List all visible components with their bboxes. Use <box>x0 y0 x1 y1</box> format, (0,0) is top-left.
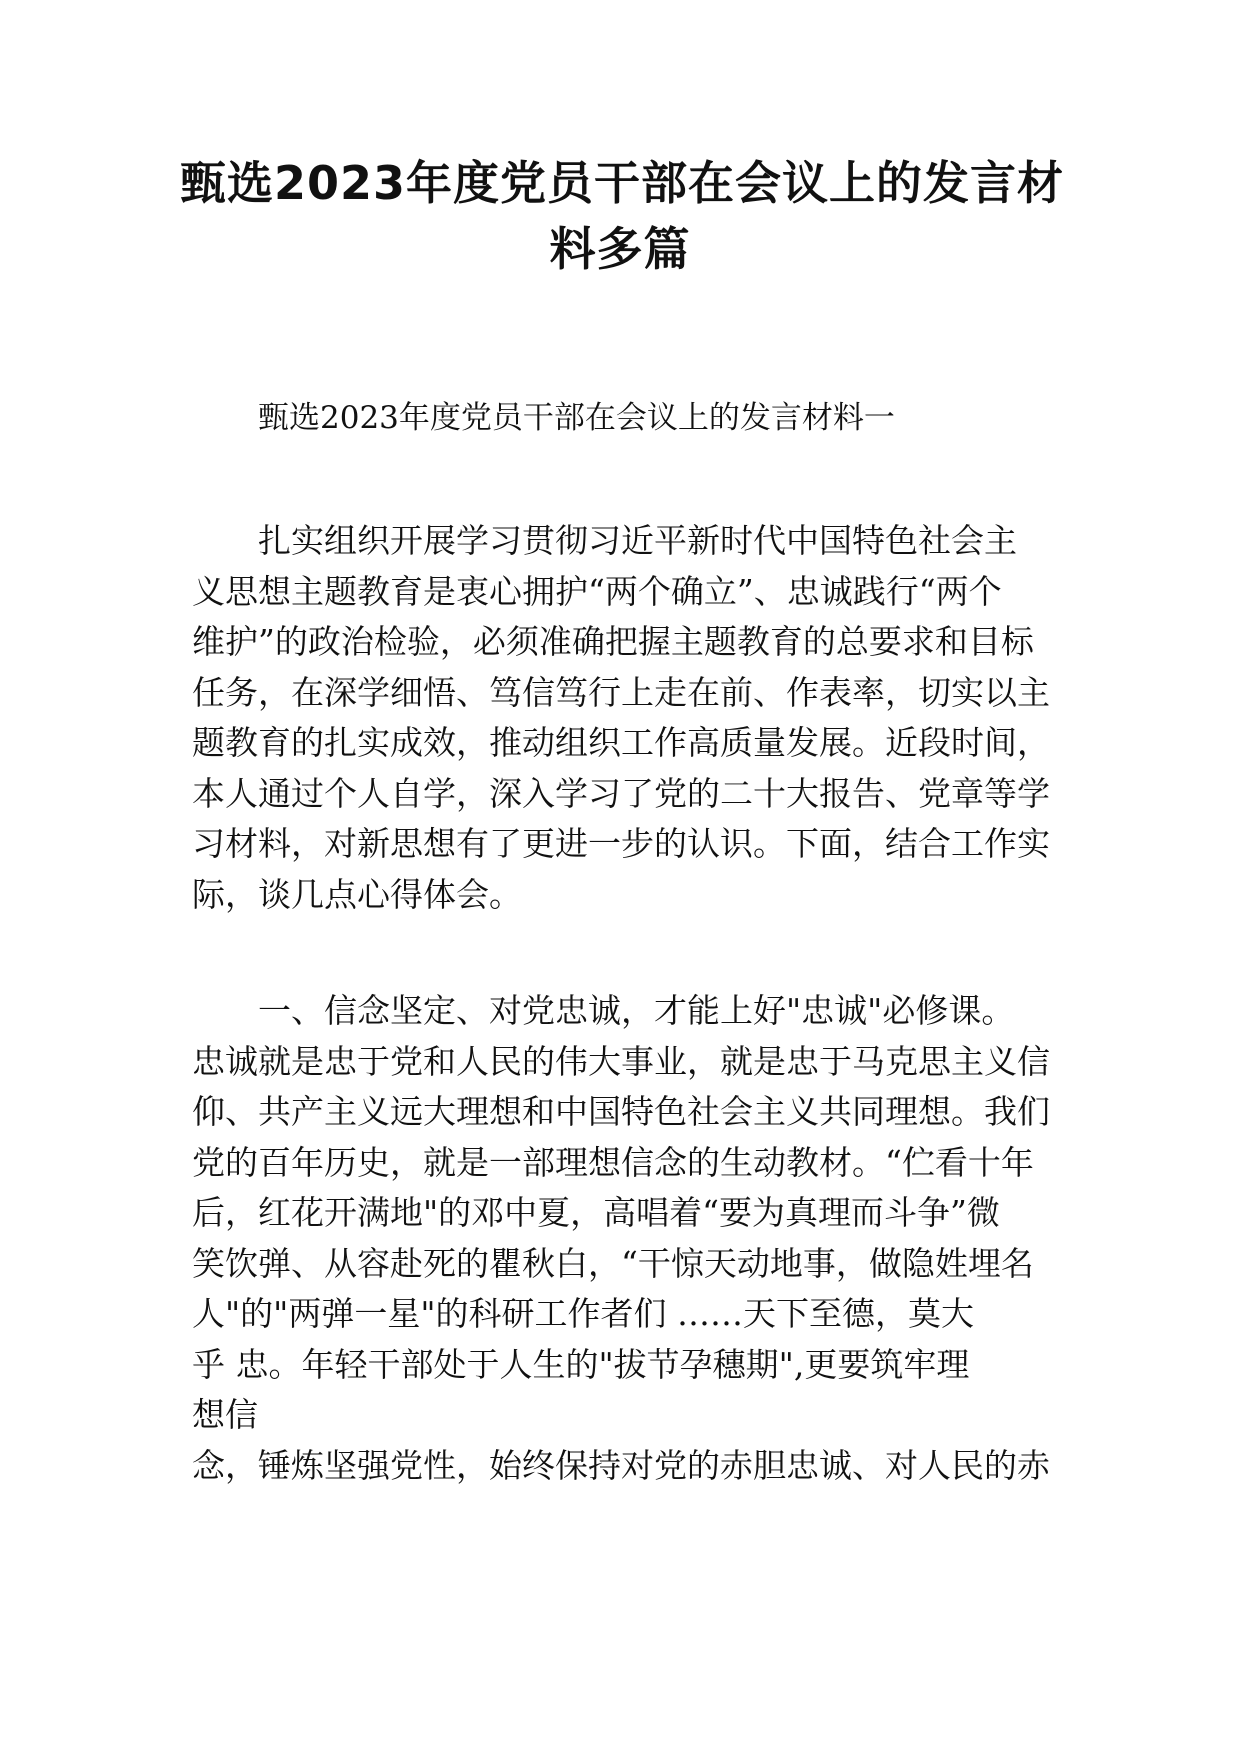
paragraph-intro <box>192 516 1072 920</box>
text-line: 忠诚就是忠于党和人民的伟大事业，就是忠于马克思主义信 <box>192 1041 1050 1081</box>
text-line: 念，锤炼坚强党性，始终保持对党的赤胆忠诚、对人民的赤 <box>192 1445 1050 1485</box>
text-line: 仰、共产主义远大理想和中国特色社会主义共同理想。我们 <box>192 1092 1050 1131</box>
text-line: 题教育的扎实成效，推动组织工作高质量发展。近段时间， <box>192 723 1050 762</box>
text-line: 维护”的政治检验，必须准确把握主题教育的总要求和目标 <box>192 622 1034 661</box>
text-line: 想信 <box>192 1395 258 1434</box>
text-line: 本人通过个人自学，深入学习了党的二十大报告、党章等学 <box>192 773 1050 813</box>
text-line: 人"的"两弹一星"的科研工作者们 ……天下至德，莫大 <box>192 1294 975 1333</box>
text-line: 党的百年历史，就是一部理想信念的生动教材。“伫看十年 <box>192 1142 1034 1182</box>
title-line: 甄选2023年度党员干部在会议上的发言材 <box>180 156 1065 210</box>
text-line: 一、信念坚定、对党忠诚，才能上好"忠诚"必修课。 <box>258 991 1015 1030</box>
text-line: 扎实组织开展学习贯彻习近平新时代中国特色社会主 <box>258 521 1017 560</box>
text-line: 笑饮弹、从容赴死的瞿秋白，“干惊天动地事，做隐姓埋名 <box>192 1243 1034 1283</box>
document-title <box>180 150 1065 282</box>
text-line: 际，谈几点心得体会。 <box>192 874 522 914</box>
title-line: 料多篇 <box>549 222 691 276</box>
paragraph-section-one <box>192 986 1072 1491</box>
text-line: 任务，在深学细悟、笃信笃行上走在前、作表率，切实以主 <box>192 672 1050 712</box>
text-line: 乎 忠。年轻干部处于人生的"拔节孕穗期",更要筑牢理 <box>192 1344 970 1384</box>
text-line: 习材料，对新思想有了更进一步的认识。下面，结合工作实 <box>192 824 1050 863</box>
section-heading: 甄选2023年度党员干部在会议上的发言材料一 <box>258 400 895 436</box>
text-line: 义思想主题教育是衷心拥护“两个确立”、忠诚践行“两个 <box>192 571 1002 611</box>
text-line: 后，红花开满地"的邓中夏，高唱着“要为真理而斗争”微 <box>192 1193 1000 1232</box>
